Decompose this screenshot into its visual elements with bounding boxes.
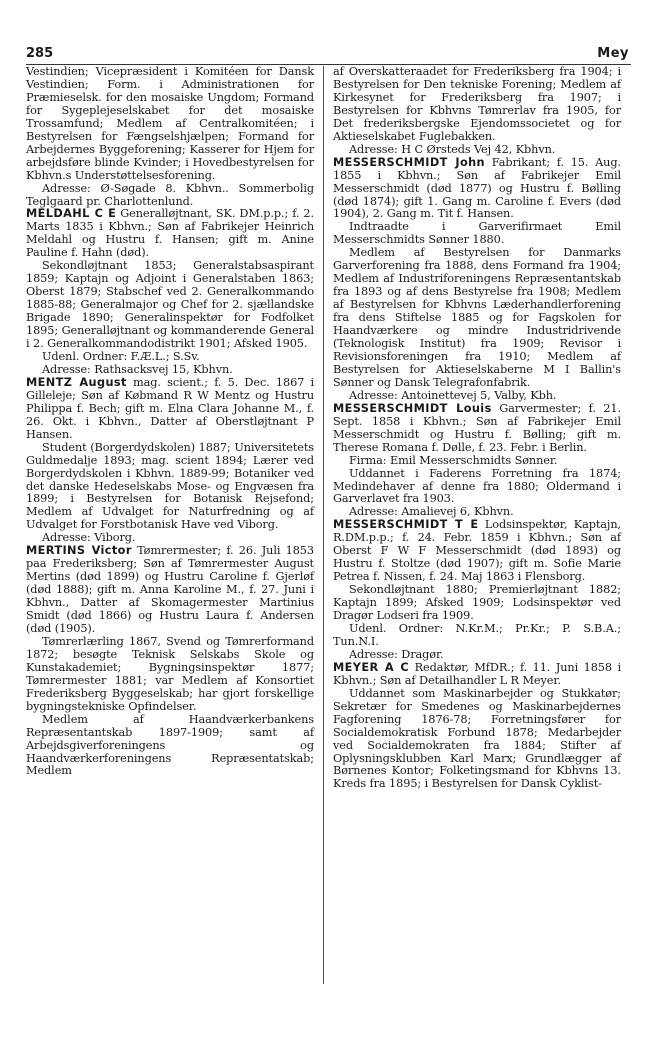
entry-headword: MELDAHL C E [26, 207, 117, 221]
address-line: Adresse: Antoinettevej 5, Valby, Kbh. [349, 388, 557, 402]
address-line: Adresse: Ø-Søgade 8. Kbhvn.. Sommerbolig Teglgaard pr. Charlottenlund. [26, 181, 314, 208]
paragraph: Medlem af Haandværkerbankens Repræsentantskab 1897-1909; samt af Arbejdsgiverforeningens og Haandværkerforeningens Repræsentatskab; Medlem [26, 712, 314, 778]
paragraph: Uddannet i Faderens Forretning fra 1874; Medindehaver af denne fra 1880; Oldermand i Garverlavet fra 1903. [333, 466, 621, 506]
right-column [333, 66, 621, 791]
paragraph: Udenl. Ordner: N.Kr.M.; Pr.Kr.; P. S.B.A.; Tun.N.I. [333, 621, 621, 648]
paragraph: Uddannet som Maskinarbejder og Stukkatør; Sekretær for Smedenes og Maskinarbejdernes Fagforening 1876-78; Forretningsfører for Socialdemokratisk Forbund 1878; Medarbejder ved Socialdemokraten fra 1884; Stifter af Oplysningsklubben Karl Marx; Grundlægger af Børnenes Kontor; Folketingsmand for Kbhvns 13. Kreds fra 1895; i Bestyrelsen for Dansk Cyklist- [333, 686, 621, 791]
biography-entry [333, 403, 621, 455]
column-divider [323, 66, 324, 984]
page-number: 285 [26, 46, 54, 61]
address-line: Adresse: Rathsacksvej 15, Kbhvn. [42, 362, 233, 376]
entry-text: Garvermester; f. 21. Sept. 1858 i Kbhvn.; Søn af Fabrikejer Emil Messerschmidt og Hustru f. Bølling; gift m. Therese Romana f. Dølle, f. 23. Febr. i Berlin. [333, 401, 622, 454]
entry-text: Redaktør, MfDR.; f. 11. Juni 1858 i Kbhvn.; Søn af Detailhandler L R Meyer. [333, 660, 621, 687]
entry-text: mag. scient.; f. 5. Dec. 1867 i Gilleleje; Søn af Købmand R W Mentz og Hustru Philippa f. Bech; gift m. Elna Clara Johanne M., f. 26. Okt. i Kbhvn., Datter af Oberstløjtnant P Hansen. [26, 375, 314, 441]
paragraph: Tømrerlærling 1867, Svend og Tømrerformand 1872; besøgte Teknisk Selskabs Skole og Kunstakademiet; Bygningsinspektør 1877; Tømrermester 1881; var Medlem af Konsortiet Frederiksberg Byggeselskab; har gjort forskellige bygningstekniske Opfindelser. [26, 634, 314, 713]
biography-entry [26, 377, 314, 442]
paragraph: Vestindien; Vicepræsident i Komitéen for Dansk Vestindien; Form. i Administrationen for Præmieselsk. for den mosaiske Ungdom; Formand for Sygeplejeselskabet for det mosaiske Trossamfund; Medlem af Centralkomitéen; i Bestyrelsen for Fængselshjælpen; Formand for Arbejdernes Byggeforening; Kasserer for Hjem for arbejdsføre blinde Kvinder; i Hovedbestyrelsen for Kbhvn.s Understøttelsesforening. [26, 65, 314, 182]
left-column [26, 66, 314, 778]
address-line: Adresse: Dragør. [349, 647, 444, 661]
paragraph: af Overskatteraadet for Frederiksberg fra 1904; i Bestyrelsen for Den tekniske Forening; Medlem af Kirkesynet for Frederiksberg fra 1907; i Bestyrelsen for Kbhvns Tømrerlav fra 1905, for Det frederiksbergske Ejendomssocietet og for Aktieselskabet Fuglebakken. [333, 65, 621, 143]
entry-headword: MENTZ August [26, 375, 127, 389]
address-line: Adresse: H C Ørsteds Vej 42, Kbhvn. [349, 142, 556, 156]
biography-entry [333, 662, 621, 688]
entry-text: Lodsinspektør, Kaptajn, R.DM.p.p.; f. 24. Febr. 1859 i Kbhvn.; Søn af Oberst F W F Messerschmidt (død 1893) og Hustru f. Stoltze (død 1907); gift m. Sofie Marie Petrea f. Nissen, f. 24. Maj 1863 i Flensborg. [333, 518, 621, 584]
biography-entry [333, 519, 621, 584]
running-head: Mey [597, 46, 629, 61]
address-line: Adresse: Amalievej 6, Kbhvn. [349, 505, 514, 519]
page-header [26, 44, 631, 65]
paragraph: Udenl. Ordner: F.Æ.L.; S.Sv. [42, 349, 200, 363]
entry-headword: MESSERSCHMIDT Louis [333, 401, 492, 415]
address-line: Adresse: Viborg. [42, 531, 136, 545]
biography-entry [26, 545, 314, 636]
paragraph: Firma: Emil Messerschmidts Sønner. [349, 453, 558, 467]
paragraph: Sekondløjtnant 1853; Generalstabsaspirant 1859; Kaptajn og Adjoint i Generalstaben 1863; Oberst 1879; Stabschef ved 2. Generalkommando 1885-88; Generalmajor og Chef for 2. sjællandske Brigade 1890; Generalinspektør for Fodfolket 1895; Generalløjtnant og kommanderende General i 2. Generalkommandodistrikt 1901; Afsked 1905. [26, 259, 314, 351]
entry-headword: MESSERSCHMIDT John [333, 155, 485, 169]
entry-headword: MERTINS Victor [26, 544, 132, 558]
biography-entry [26, 208, 314, 260]
entry-headword: MEYER A C [333, 660, 410, 674]
entry-headword: MESSERSCHMIDT T E [333, 518, 479, 532]
entry-text: Fabrikant; f. 15. Aug. 1855 i Kbhvn.; Søn af Fabrikejer Emil Messerschmidt (død 1877) og Hustru f. Bølling (død 1874); gift 1. Gang m. Caroline f. Evers (død 1904), 2. Gang m. Tit f. Hansen. [333, 155, 621, 221]
paragraph: Indtraadte i Garverifirmaet Emil Messerschmidts Sønner 1880. [333, 220, 621, 247]
biography-entry [333, 157, 621, 222]
paragraph: Sekondløjtnant 1880; Premierløjtnant 1882; Kaptajn 1899; Afsked 1909; Lodsinspektør ved Dragør Lodseri fra 1909. [333, 583, 621, 623]
entry-text: Generalløjtnant, SK. DM.p.p.; f. 2. Marts 1835 i Kbhvn.; Søn af Fabrikejer Heinrich Meldahl og Hustru f. Hansen; gift m. Anine Pauline f. Hahn (død). [26, 207, 314, 260]
paragraph: Medlem af Bestyrelsen for Danmarks Garverforening fra 1888, dens Formand fra 1904; Medlem af Industriforeningens Repræsentantskab fra 1893 og af dens Bestyrelse fra 1908; Medlem af Bestyrelsen for Kbhvns Læderhandlerforening fra dens Stiftelse 1885 og for Fagskolen for Haandværkere og mindre Industridrivende (Teknologisk Institut) fra 1909; Revisor i Revisionsforeningen fra 1910; Medlem af Bestyrelsen for Aktieselskaberne M I Ballin's Sønner og Dansk Telegrafonfabrik. [333, 246, 621, 389]
entry-text: Tømrermester; f. 26. Juli 1853 paa Frederiksberg; Søn af Tømrermester August Mertins (død 1899) og Hustru Caroline f. Gjerløf (død 1888); gift m. Anna Karoline M., f. 27. Juni i Kbhvn., Datter af Skomagermester Martinius Smidt (død 1866) og Hustru Laura f. Andersen (død (1905). [26, 544, 314, 635]
paragraph: Student (Borgerdydskolen) 1887; Universitetets Guldmedalje 1893; mag. scient 1894; Lærer ved Borgerdydskolen i Kbhvn. 1889-99; Botaniker ved det danske Hedeselskabs Mose- og Engvæsen fra 1899; i Bestyrelsen for Botanisk Rejsefond; Medlem af Udvalget for Naturfredning og af Udvalget for Forstbotanisk Have ved Viborg. [26, 440, 314, 532]
